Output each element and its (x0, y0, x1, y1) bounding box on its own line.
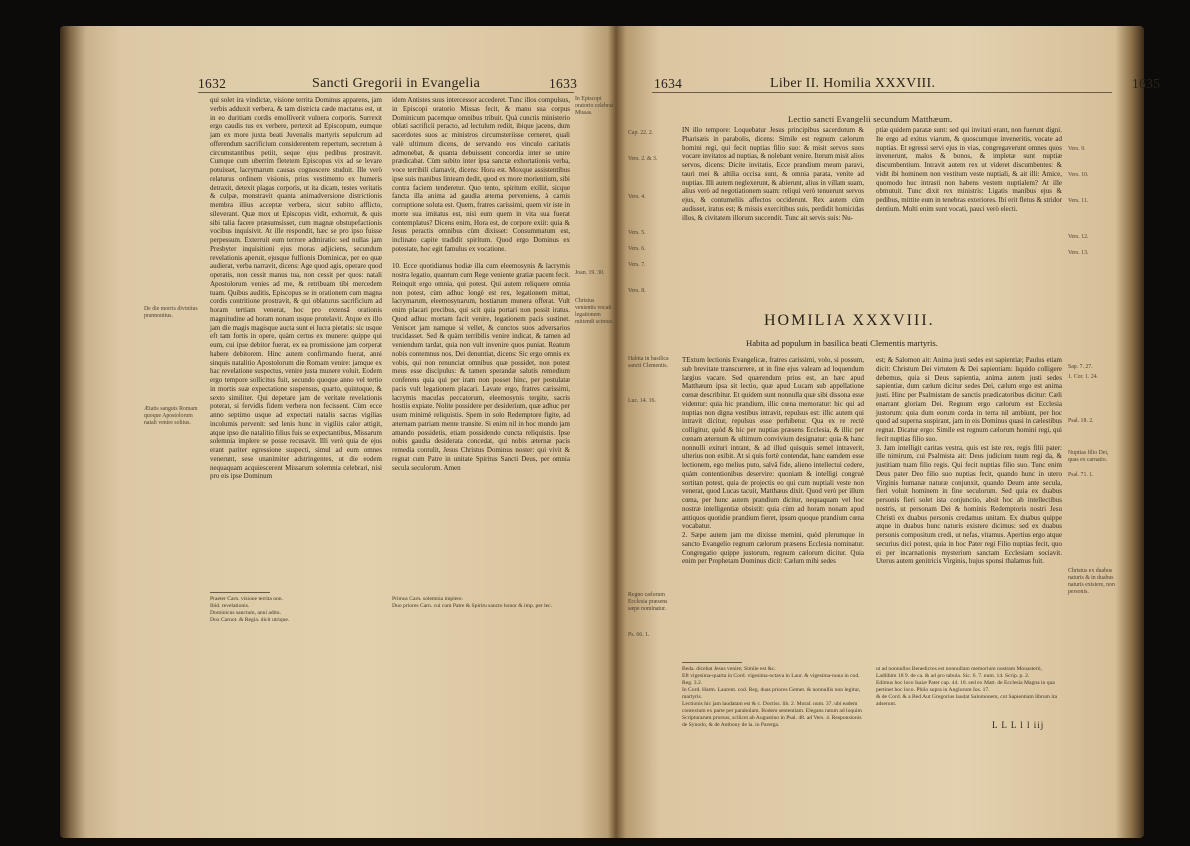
lectio-column: IN illo tempore: Loquebatur Jesus principibus sacerdotum & Pharisæis in parabolis, dicens: Simile est regnum cælorum homini regi, qui fecit nuptias filio suo: & misit servos suos vocare invitatos ad nuptias, & nolebant venire. Iterum misit alios servos, dicens: Dicite invitatis, Ecce prandium meum paravi, tauri mei & altilia occisa sunt, & omnia parata, venite ad nuptias. Illi autem neglexerunt, & abierunt, alius in villam suam, alius verò ad negotiationem suam: reliqui verò tenuerunt servos ejus, & contumeliis affectos occiderunt. Rex autem cùm audisset, iratus est; & missis exercitibus suis, perdidit homicidas illos, & civitatem illorum succendit. Tunc ait servis suis: Nu- (682, 126, 864, 222)
page-number: 1633 (549, 76, 578, 91)
right-page (616, 26, 1161, 838)
margin-note: Habita in basilica sancti Clementis. (628, 356, 669, 369)
margin-note: Vers. 13. (1068, 250, 1089, 256)
page-number: 1635 (1132, 76, 1161, 91)
page-number: 1632 (198, 76, 227, 91)
margin-note: Regno cælorum Ecclesia præsens sæpe nominatur. (628, 592, 668, 612)
footnote-rule (682, 662, 742, 663)
lectio-title: Lectio sancti Evangelii secundum Matthæum. (788, 114, 953, 124)
margin-note: In Episcopi oratorio celebrat Missas. (575, 96, 614, 116)
header-rule (198, 92, 574, 93)
margin-note: Vers. 7. (628, 262, 646, 268)
margin-note: Luc. 14. 16. (628, 398, 656, 404)
margin-note: Sap. 7. 27. (1068, 364, 1093, 370)
margin-note: Psal. 71. 1. (1068, 472, 1094, 478)
left-page (60, 26, 616, 838)
homilia-title: HOMILIA XXXVIII. (764, 312, 935, 329)
margin-note: 1. Cor. 1. 24. (1068, 374, 1099, 380)
margin-note: Vers. 10. (1068, 172, 1089, 178)
running-title: Sancti Gregorii in Evangelia (312, 76, 481, 91)
margin-note: Ps. 66. 1. (628, 632, 650, 638)
margin-note: Vers. 8. (628, 288, 646, 294)
page-number: 1634 (654, 76, 683, 91)
margin-note: Ætatis sanguis Romam quoque Apostolorum natali venire solitus. (144, 406, 198, 426)
footnotes: ut ad nonnullos Benedictos est nonnullam memorium nostram Monasterii, Ladlibim 18 9. de ca. & ad pro tabula. Sic. 6. 7. num. 14. Scrip. p. 2. Edimus hoc loco Isaiæ Pater cap. 44. 18. sed ex Matt. de Ecclesia Magna in qua pertinet hoc loco. Philo supra in Anglorum Ios. 17. & de Cord. & a Bed Aut Gregorius laudat Salomonem, cut Sapientiam librum ita adserunt. (876, 666, 1057, 707)
margin-note: De die morris divinitus præmonitus. (144, 306, 198, 319)
footnotes: Primus Carn. solemnia implere. Duo priores Carn. cui cum Patre & Spiritu sancto honor & imp. per lec. (392, 596, 553, 609)
margin-note: Vers. 12. (1068, 234, 1089, 240)
margin-note: Vers. 5. (628, 230, 646, 236)
margin-note: Cap. 22. 2. (628, 130, 654, 136)
margin-note: Joan. 19. 30. (575, 270, 605, 276)
margin-note: Christus ex duabus naturis & in duabus naturis existere, non personis. (1068, 568, 1115, 595)
margin-note: Vers. 2. & 3. (628, 156, 658, 162)
margin-note: Psal. 18. 2. (1068, 418, 1094, 424)
footnote-rule (210, 592, 270, 593)
margin-note: Vers. 9. (1068, 146, 1086, 152)
text-column: est; & Salomon ait: Anima justi sedes est sapientiæ; Paulus etiam dicit: Christum Dei virtutem & Dei sapientiam: liquido colligere debemus, quia si Deus sapientia, anima autem justi sedes sapientiæ, dum cælum dicitur sedes Dei, cælum ergo est anima justi. Hinc per Psalmistam de sanctis prædicatoribus dicitur: Cæli enarrant gloriam Dei. Regnum ergo cælorum est Ecclesia justorum: quia dum eorum corda in terra nil ambiunt, per hoc quod ad superna suspirant, jam in eis Dominus quasi in cælestibus regnat. Dicatur ergo: Simile est regnum cælorum homini regi, qui fecit nuptias filio suo. 3. Jam intelligit caritas vestra, quis est iste rex, regis filii pater: ille nimirum, cui Psalmista ait: Deus judicium tuum regi da, & justitiam tuam filio regis. Qui fecit nuptias filio suo. Tunc enim Deus pater Deo filio suo nuptias fecit, quando hunc in utero Virginis humanæ naturæ conjunxit, quando Deum ante secula, fieri voluit hominem in fine seculorum. Sed quia ex duabus personis fieri solet ista conjunctio, absit hoc ab intellectibus nostris, ut personam Dei & hominis Redemptoris nostri Jesu Christi ex duabus personis credamus unitam. Ex duabus quippe atque in duabus hunc naturis existere dicimus: sed ex duabus personis compositum credi, ut nefas, vitamus. Apertius ergo atque securius dici potest, quia in hoc Pater regi Filio nuptias fecit, quo ei per incarnationis mysterium sanctam Ecclesiam sociavit. Uterus autem genitricis Virginis, hujus sponsi thalamus fuit. (876, 356, 1062, 566)
header-rule (652, 92, 1112, 93)
margin-note: Vers. 6. (628, 246, 646, 252)
book-spread (60, 26, 1161, 838)
text-column: TExtum lectionis Evangelicæ, fratres carissimi, volo, si possum, sub brevitate transcurrere, ut in fine ejus valeam ad loquendum largius vacare. Sed quærendum prius est, an hæc apud Matthæum ipsa sit lectio, quæ apud Lucam sub appellatione cœnæ describitur. Et quidem sunt nonnulla quæ sibi dissona esse videntur: quia hic prandium, illic cœna memoratur: hic qui ad nuptias non digna vestibus intravit, repulsus est: illic autem qui intravit dicitur, repulsus esse perhibetur. Qua ex re rectè colligitur, quòd & hic per nuptias præsens Ecclesia, & illic per cœnam æternum & ultimum convivium designatur: quia & hanc nonnulli exituri intrant, & ad illud quisquis semel intraverit, ulterius non exibit. At si quis fortè contendat, hanc eamdem esse lectionem, ego melius puto, salvâ fide, alieno intellectui cedere, quàm contentionibus deservire: quoniam & intelligi congruè sortitan potest, quia de projectis eo qui cum nuptiali veste non venerat, quod Lucas tacuit, Matthæus dixit. Quod verò per illum cœna, per hunc autem prandium dicitur, nequaquam vel hoc nostræ intelligentiæ obsistit: quia cùm ad horam nonam apud antiquos quotidie prandium fieret, ipsum quoque prandium cœna vocabatur. 2. Sæpe autem jam me dixisse memini, quòd plerumque in sancto Evangelio regnum cælorum præsens Ecclesia nominatur. Congregatio quippe justorum, regnum cælorum dicitur. Quia enim per Prophetam Dominus dicit: Cælum mihi sedes (682, 356, 864, 566)
margin-note: Nuptias filio Dei, quas ex carnatio. (1068, 450, 1109, 463)
margin-note: Vers. 4. (628, 194, 646, 200)
text-column: qui solet ira vindictæ, visione territa Dominus apparens, jam verbis adduxit verbera, & tam districta cæde mactatus est, ut in eo duritiam cordis emolliverit vulnera corporis. Surrexit ergo caudis tus ex verbere, pertexit ad Episcopum, eumque jam ex more juxta beati Juvenalis martyris sepulcrum ad offerendum sacrificium considerentem repertum, secretum à circumstantibus petiit, seque ejus pedibus prostravit. Cumque cum uberrim fletetem Episcopus vix ad se levare potuisset, lacrymarum causas cognoscere studuit. Ille verò relaturus ordinem visionis, prius vestimento ex humeris detraxit, detexit plagas corporis, ut ita dicam, testes veritatis & culpæ, monstravit quanta animadversione districtionis membra illius acceptæ verbera, sicut subito afflicto, sileverant. Quæ mox ut Episcopus vidit, exhorruit, & quis sibi talia facere præsumsisset, cum magnæ obstupefactionis vocibus inquisivit. At ille respondit, hæc se pro ipso fuisse perpessum. Exterruit eum terrore admiratio: sed nullas jam Presbyter inquisitioni ejus moras adjiciens, secundum revelationis aperuit, ejusque fulfionis Dominicæ, per eo quæ audierat, verba narravit, dicens: Age quod agis, operare quod operatis, non cessit manus tua, non cessit per quos: natali Apostolorum venies ad me, & retribuam tibi mercedem tuam. Quibus auditis, Episcopus se in orationem cum magna cordis contritione prostravit, & qui oblaturus sacrificium ad horam tertiam venerat, hoc pro extensâ orationis magnitudine ad horam nonam usque protelavit. Atque ex illo jam die magis magisque aucta sunt ei lucra pietatis: sic usque eft tam fortis in opere, quàm certus ex munere: quippe qui eum, cui ipse debitor fuerat, ex ea promissione jam corperat habere debitorem. Hinc autem confirmando fuerat, anni sinquis natalitio Apostolorum die Romam venire: jamque ex hac revelatione suspectus, venire justa munere voluit. Eodem ergo tempore sollicitus fuit, secundo quoque anno vel tertio in mortis suæ expectatione suspensus, quarto, quintoque, & sexto similiter. Qui depetare jam de veritate revelationis poterat, si fervidis fidem verbera non fecissent. Cùm ecce anno septimo usque ad expectati natalis sacras vigilias incolumis pervenit: sed lenis hunc in vigiliis calor attigit, atque ipso die natalitio filius fuis se expectantibus, Missarum solemnia implere se posse recusavit. Illi verò quia de ejus erant pariter egressione suspecti, simul ad eum omnes venerunt, sese unanimiter adstringentes, ut die eodem nequaquam acquiescerent Missarum solemnia celebrari, nisi pro eis ipse Dominum (210, 96, 382, 481)
running-title: Liber II. Homilia XXXVIII. (770, 76, 936, 91)
margin-note: Christus venientis vocati legationem mittendi scimus. (575, 298, 614, 325)
footnotes: Beda. dicebat Jesus venire; Simile est &c. Eft vigesima-quarta in Cord. vigesima-octava in Laur. & vigesima-nona in cod. Reg. 3.2. In Cord. Harm. Laurent. cod. Reg. duas priores Gemet. & nonnullis non legitur, martyris. Lectionis hic jam laudatam est & c. Doctiss. lib. 2. Moral. num. 37. ubi eadem contextum ex parte per parabolam. Bodem sententiam. Elegans ratum ad loquim Scripturarum prorsus, scilicet ab Augustino in Psal. 48. ad Vers. 4. Responsionis de Synodo, & de Anthony de la. in Parerga. (682, 666, 862, 728)
homilia-subtitle: Habita ad populum in basilica beati Clementis martyris. (746, 338, 938, 348)
lectio-column: ptiæ quidem paratæ sunt: sed qui invitati erant, non fuerunt digni. Ite ergo ad exitus viarum, & quoscumque inveneritis, vocate ad nuptias. Et egressi servi ejus in vias, congregaverunt omnes quos invenerunt, malos & bonos, & impletæ sunt nuptiæ discumbentium. Intravit autem rex ut videret discumbentes: & vidit ibi hominem non vestitum veste nuptiali, & ait illi: Amice, quomodo huc intrasti non habens vestem nuptialem? At ille obmutuit. Tunc dixit rex ministris: Ligatis manibus ejus & pedibus, mittite eum in tenebras exteriores. Ibi erit fletus & stridor dentium. Multi enim sunt vocati, pauci verò electi. (876, 126, 1062, 213)
text-column: idem Antistes suus intercessor accederet. Tunc illos compulsus, in Episcopi oratorio Missas fecit, & manu sua corpus Dominicum pacemque omnibus tribuit. Quà cunctis ministerio oblati sacrificii peracto, ad lectulum rediit, ibique jacens, dum sacerdotes suos ac ministros circumsteriisse cerneret, quali valè ultimum dicens, de servando eos vinculo caritatis admonebat, & quanta debuissent concordia inter se unire prædicabat. Cùm subito inter ipsa sanctæ exhortationis verba, voce terribili clamavit, dicens: Hora est. Moxque assistentibus ipse suis manibus linteam dedit, quod ex more morientium, sibi contra faciem tenderetur. Quo tento, spiritum exiliit, sicque fancta illa anima ad gaudia æterna perveniens, à carnis corruptione soluta est. Quem, fratres carissimi, quem vir iste in morte sua imitatus est, nisi eum quem in vita sua fuerat contemplatus? Dicens enim, Hora est, de corpore exiit: quia & Jesus peractis omnibus cùm dixisset: Consummatum est, inclinato capite tradidit spiritum. Quod ergo Dominus ex potestate, hoc egit famulus ex vocatione. 10. Ecce quotidianus hodiæ illa cum eleemosynis & lacrymis nostra legatio, quantum cum Rege veniente gratiæ pacem fecit. Reinquit ergo omnia, qui potest. Qui autem reliquere omnia non potest, cùm adhuc longè est rex, legationem mittat, lacrymarum, eleemosynarum, hostiarum munera offerat. Vult enim placari precibus, qui scit quia portari non possit iratus. Quod adhuc mortam facit venire, legationem pacis sustinet. Veniscet jam namque si vellet, & cunctos suos adversarios trucidasset. Sed & quàm terribilis venire indicat, & tamen ad veniendum tardat, quia non vult invenire quos puniat. Reatum nobis contemnus nos, Dei denuntiat, dicens: Sic ergo omnis ex vobis, qui non renunciat omnibus quæ possidet, non potest meus esse discipulus: & tamen sperandæ salutis remedium conferens quia qui per iram non posset hinc, per postulatæ pacis vult legationem placari. Lavate ergo, fratres carissimi, lacrymis maculas peccatorum, eleemosynis tergite, sacris hostiis expiate. Nolite possidere per desiderium, quæ adhuc per usum minimè reliquistis. Spem in solo Redemptore figite, ad æternam patriam mente transite. Si enim nil in hoc mundo jam amando possidetis, etiam possidendo cuncta reliquistis. Ipse nobis gaudia desiderata concedat, qui nobis æternæ pacis remedia contulit, Jesus Christus Dominus noster: qui vivit & regnat cum Patre in unitate Spiritus Sancti Deus, per omnia secula seculorum. Amen (392, 96, 570, 472)
signature-mark: L L L l l iij (992, 720, 1045, 730)
footnotes: Praeter Carn. visione territa non. Ibid. revelationis. Dominicus sanctum, anni aditu. Dux Carnot. & Regia. dicit utrique. (210, 596, 290, 623)
margin-note: Vers. 11. (1068, 198, 1089, 204)
